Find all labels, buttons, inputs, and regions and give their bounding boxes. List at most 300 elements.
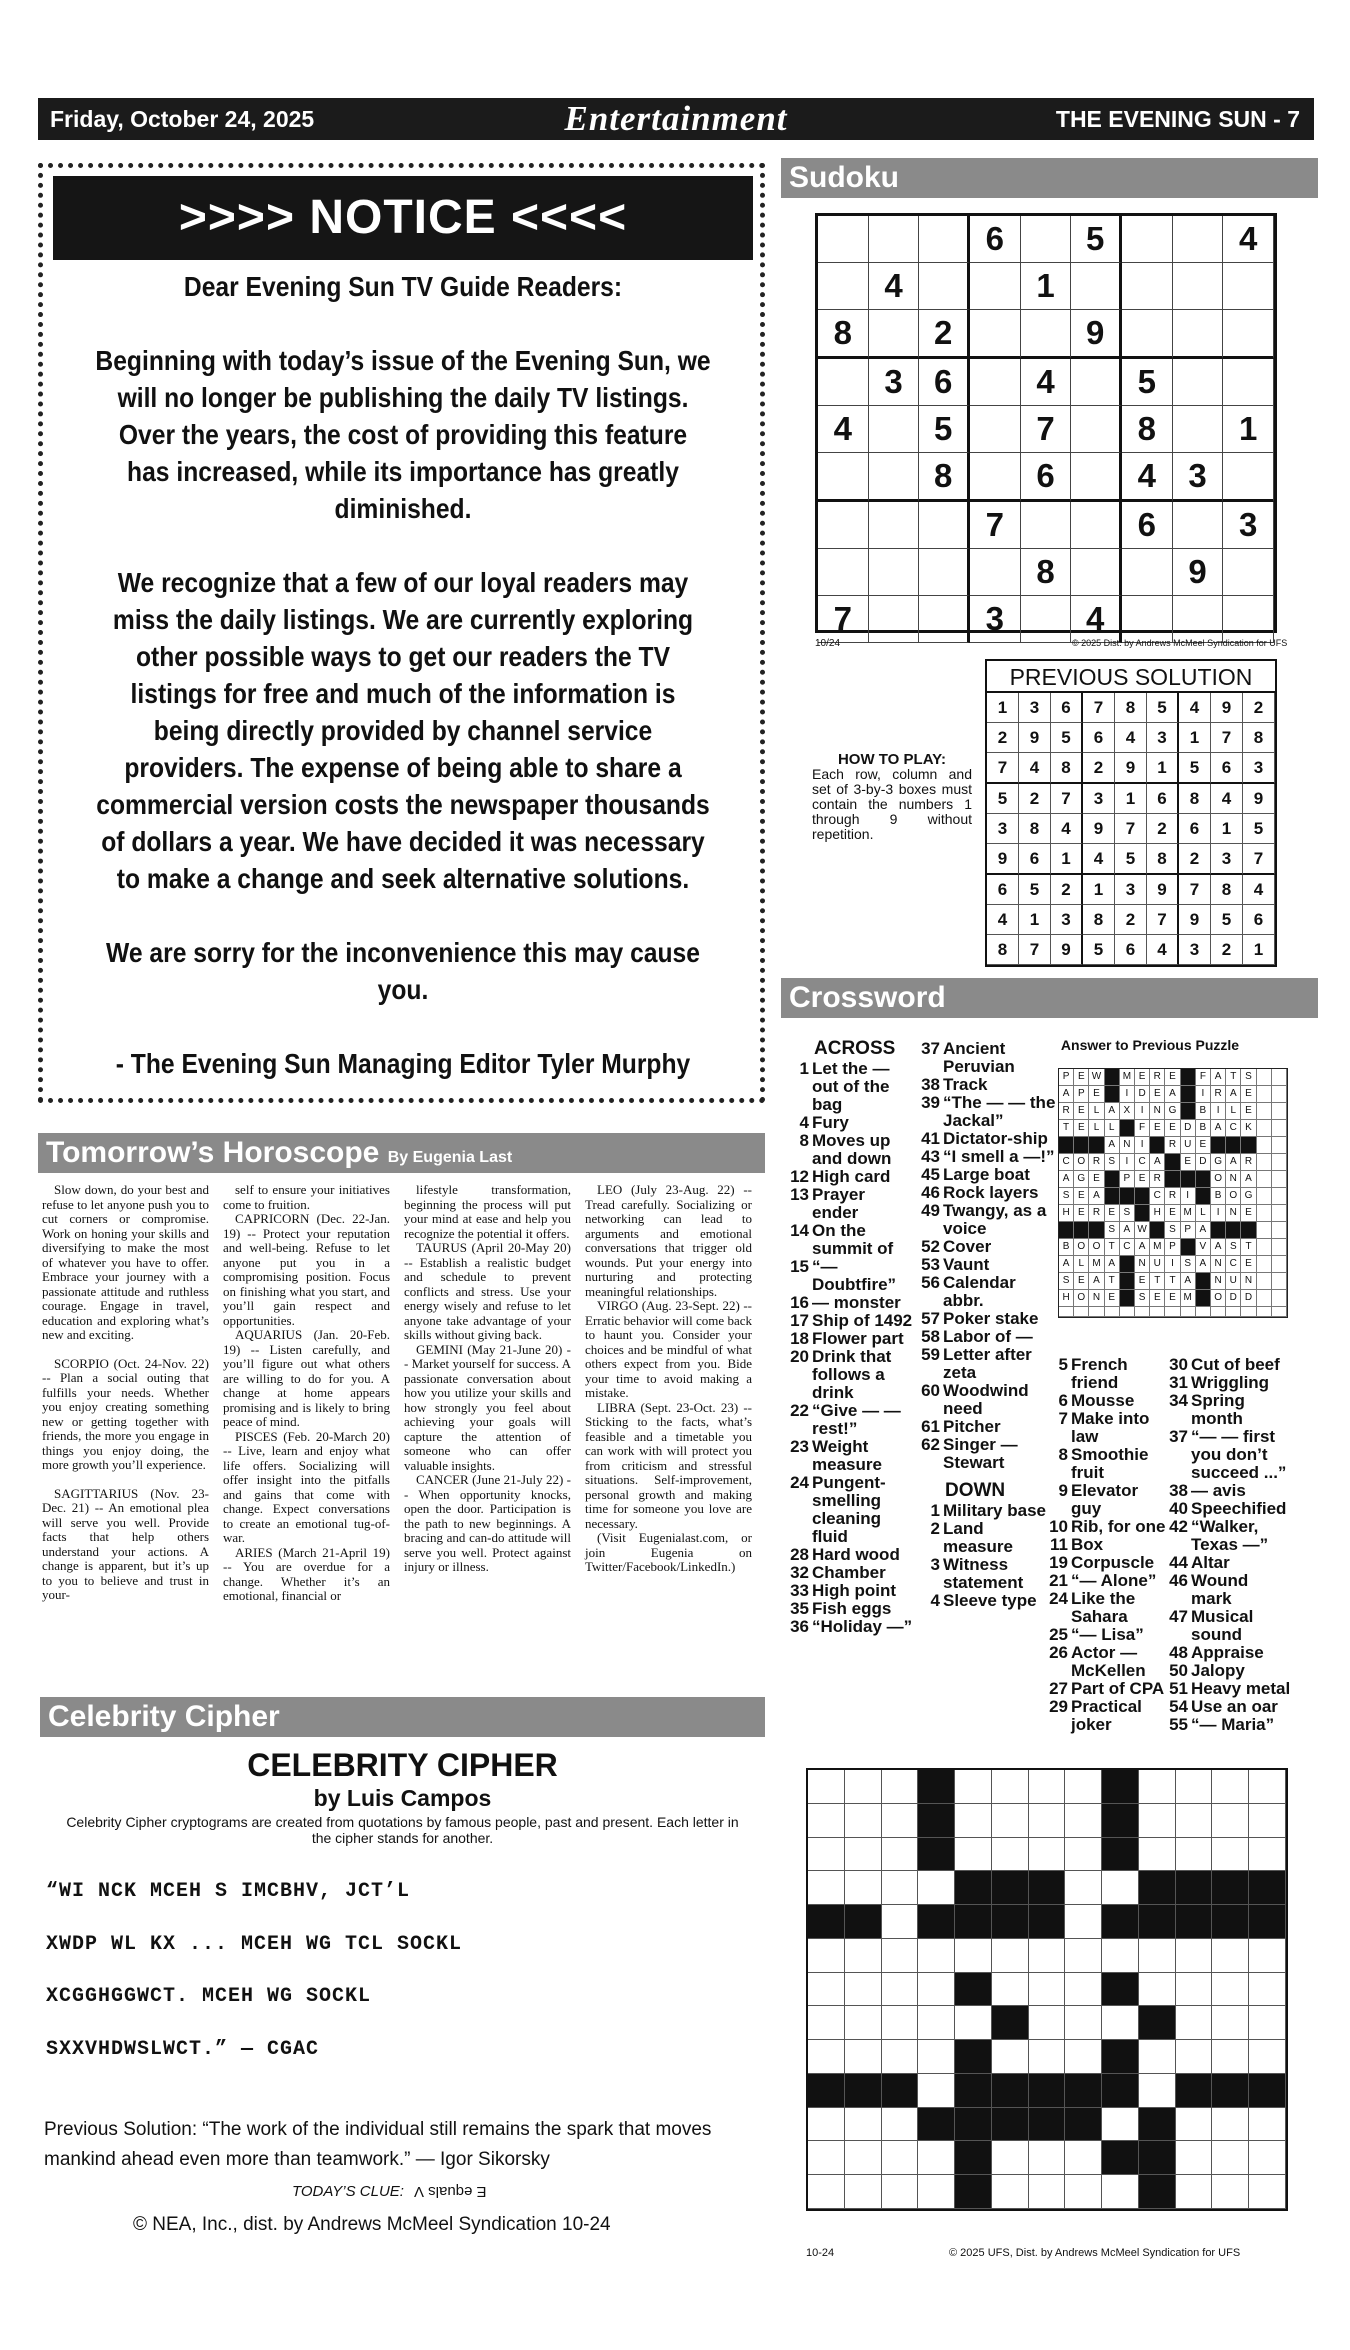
crossword-cell: [882, 1905, 919, 1939]
section-title: Entertainment: [564, 99, 788, 138]
crossword-cell: [992, 1838, 1029, 1872]
crossword-cell: [882, 2175, 919, 2209]
crossword-clue: [917, 1076, 1057, 1094]
crossword-cell: [992, 1973, 1029, 2007]
answer-cell: P: [1181, 1222, 1196, 1239]
crossword-cell: [1065, 1871, 1102, 1905]
answer-cell: A: [1181, 1273, 1196, 1290]
answer-cell: S: [1105, 1154, 1120, 1171]
previous-solution-cell: 4: [1115, 723, 1147, 753]
crossword-cell: [918, 1838, 955, 1872]
sudoku-cell: [1122, 263, 1173, 310]
clue-text: Let the — out of the bag: [812, 1059, 890, 1114]
crossword-cell: [882, 2006, 919, 2040]
clue-text: Altar: [1191, 1553, 1230, 1572]
answer-cell: P: [1074, 1086, 1089, 1103]
crossword-clue: [1165, 1608, 1293, 1644]
clue-number: 60: [921, 1381, 940, 1400]
answer-cell: S: [1135, 1290, 1150, 1307]
clue-text: Chamber: [812, 1563, 886, 1582]
crossword-cell: [1065, 1905, 1102, 1939]
sudoku-cell: [1122, 216, 1173, 263]
clue-text: Elevator guy: [1071, 1481, 1139, 1518]
answer-cell: W: [1135, 1222, 1150, 1239]
sudoku-cell: [1071, 263, 1122, 310]
answer-cell: D: [1181, 1120, 1196, 1137]
sudoku-cell: [919, 596, 970, 643]
answer-cell: R: [1150, 1069, 1165, 1086]
crossword-cell: [1139, 1905, 1176, 1939]
crossword-cell: [882, 2040, 919, 2074]
clue-number: 34: [1169, 1391, 1188, 1410]
crossword-cell: [1139, 1973, 1176, 2007]
answer-cell: [1059, 1307, 1074, 1317]
crossword-cell: [992, 1770, 1029, 1804]
cipher-byline: by Luis Campos: [313, 1785, 492, 1811]
crossword-cell: [955, 1770, 992, 1804]
sudoku-cell: 6: [970, 216, 1021, 263]
crossword-cell: [1065, 1973, 1102, 2007]
crossword-clue: [1165, 1356, 1293, 1374]
answer-cell: [1150, 1222, 1165, 1239]
crossword-cell: [882, 1770, 919, 1804]
horoscope-paragraph: SCORPIO (Oct. 24-Nov. 22) -- Plan a social outing that fulfills your needs. Whether you enjoy creating something new or getting together with friends, the more you engage in things you enjoy doing, the more growth you’ll experience.: [42, 1355, 209, 1472]
answer-cell: S: [1059, 1188, 1074, 1205]
crossword-cell: [882, 1939, 919, 1973]
crossword-clue: [917, 1328, 1057, 1346]
clue-text: Pitcher: [943, 1417, 1001, 1436]
answer-cell: [1059, 1222, 1074, 1239]
answer-cell: [1120, 1290, 1135, 1307]
crossword-cell: [955, 1973, 992, 2007]
crossword-clue: [917, 1166, 1057, 1184]
crossword-cell: [1139, 2141, 1176, 2175]
crossword-cell: [882, 1973, 919, 2007]
previous-solution-cell: 2: [1243, 693, 1275, 723]
answer-cell: M: [1181, 1205, 1196, 1222]
clue-number: 24: [1049, 1589, 1068, 1608]
notice-title: >>>> NOTICE <<<<: [53, 176, 753, 260]
clue-text: Singer — Stewart: [943, 1435, 1018, 1472]
clue-text: Poker stake: [943, 1309, 1039, 1328]
answer-cell: F: [1196, 1069, 1211, 1086]
answer-cell: [1135, 1188, 1150, 1205]
clue-number: 45: [921, 1165, 940, 1184]
cipher-clue-text: E equals V: [414, 2183, 487, 2200]
sudoku-cell: [869, 216, 920, 263]
clue-number: 37: [1169, 1427, 1188, 1446]
answer-cell: T: [1059, 1120, 1074, 1137]
clue-number: 31: [1169, 1373, 1188, 1392]
sudoku-cell: 3: [970, 596, 1021, 643]
sudoku-cell: [1122, 596, 1173, 643]
previous-solution-cell: 7: [1115, 814, 1147, 844]
crossword-cell: [808, 2141, 845, 2175]
crossword-clue: [786, 1258, 914, 1294]
previous-solution-cell: 5: [1083, 935, 1115, 965]
clue-text: Actor — McKellen: [1071, 1643, 1146, 1680]
answer-cell: [1074, 1222, 1089, 1239]
sudoku-cell: [1071, 502, 1122, 549]
crossword-clue: [786, 1294, 914, 1312]
answer-cell: A: [1105, 1256, 1120, 1273]
previous-solution-cell: 8: [1243, 723, 1275, 753]
crossword-cell: [1249, 2006, 1286, 2040]
clue-number: 13: [790, 1185, 809, 1204]
crossword-cell: [1176, 1770, 1213, 1804]
previous-solution-cell: 3: [1019, 693, 1051, 723]
crossword-clue: [786, 1222, 914, 1258]
crossword-clue: [1045, 1536, 1170, 1554]
answer-cell: [1257, 1188, 1272, 1205]
answer-cell: [1105, 1086, 1120, 1103]
crossword-cell: [1176, 1838, 1213, 1872]
sudoku-cell: [919, 549, 970, 596]
sudoku-cell: [818, 216, 869, 263]
crossword-cell: [882, 2074, 919, 2108]
clue-number: 8: [799, 1131, 809, 1150]
sudoku-cell: [970, 453, 1021, 502]
crossword-clue: [917, 1094, 1057, 1130]
sudoku-cell: [919, 502, 970, 549]
header-date: Friday, October 24, 2025: [50, 106, 315, 132]
previous-solution-cell: 7: [1051, 784, 1083, 814]
crossword-cell: [1029, 2040, 1066, 2074]
sudoku-cell: [1173, 406, 1224, 453]
crossword-cell: [992, 1871, 1029, 1905]
clue-text: Like the Sahara: [1071, 1589, 1136, 1626]
sudoku-cell: [818, 549, 869, 596]
crossword-cell: [955, 2141, 992, 2175]
crossword-clue: [786, 1564, 914, 1582]
sudoku-cell: [1071, 549, 1122, 596]
previous-solution-cell: 8: [987, 935, 1019, 965]
answer-cell: A: [1105, 1103, 1120, 1120]
crossword-cell: [1065, 2108, 1102, 2142]
clue-text: Fury: [812, 1113, 849, 1132]
answer-cell: D: [1241, 1290, 1256, 1307]
crossword-clue: [1165, 1716, 1293, 1734]
previous-solution-cell: 2: [1083, 753, 1115, 784]
answer-cell: [1211, 1137, 1226, 1154]
answer-cell: X: [1120, 1103, 1135, 1120]
answer-cell: T: [1226, 1069, 1241, 1086]
crossword-clue: [786, 1348, 914, 1402]
clue-number: 55: [1169, 1715, 1188, 1734]
clue-text: Ship of 1492: [812, 1311, 913, 1330]
crossword-cell: [1029, 2175, 1066, 2209]
previous-solution-cell: 3: [987, 814, 1019, 844]
sudoku-cell: [869, 406, 920, 453]
clue-number: 5: [1058, 1355, 1068, 1374]
answer-cell: E: [1135, 1171, 1150, 1188]
crossword-cell: [808, 1939, 845, 1973]
clue-text: Corpuscle: [1071, 1553, 1155, 1572]
clue-number: 46: [921, 1183, 940, 1202]
answer-cell: P: [1120, 1171, 1135, 1188]
previous-solution-cell: 1: [1211, 814, 1243, 844]
crossword-cell: [992, 2108, 1029, 2142]
clue-number: 42: [1169, 1517, 1188, 1536]
previous-solution-grid: [987, 693, 1275, 965]
crossword-cell: [1065, 2175, 1102, 2209]
crossword-clue: [1165, 1500, 1293, 1518]
clue-text: Box: [1071, 1535, 1104, 1554]
crossword-cell: [1065, 2141, 1102, 2175]
answer-cell: R: [1211, 1086, 1226, 1103]
previous-solution-cell: 6: [1019, 844, 1051, 875]
clue-number: 49: [921, 1201, 940, 1220]
crossword-clue: [786, 1438, 914, 1474]
clue-number: 3: [930, 1555, 940, 1574]
clue-text: Use an oar: [1191, 1697, 1278, 1716]
answer-cell: [1105, 1171, 1120, 1188]
answer-cell: [1272, 1307, 1287, 1317]
previous-solution-cell: 9: [1051, 935, 1083, 965]
answer-cell: [1135, 1205, 1150, 1222]
crossword-cell: [955, 2006, 992, 2040]
clue-text: Moves up and down: [812, 1131, 892, 1168]
clue-number: 40: [1169, 1499, 1188, 1518]
previous-solution-cell: 7: [1019, 935, 1051, 965]
answer-cell: G: [1211, 1154, 1226, 1171]
answer-cell: T: [1105, 1239, 1120, 1256]
crossword-clue: [786, 1600, 914, 1618]
answer-cell: O: [1089, 1239, 1104, 1256]
answer-cell: A: [1241, 1171, 1256, 1188]
answer-cell: O: [1074, 1154, 1089, 1171]
crossword-cell: [1212, 1838, 1249, 1872]
answer-cell: I: [1181, 1188, 1196, 1205]
crossword-cell: [1212, 1905, 1249, 1939]
answer-cell: U: [1181, 1137, 1196, 1154]
answer-cell: [1272, 1120, 1287, 1137]
answer-cell: G: [1165, 1103, 1180, 1120]
sudoku-cell: 9: [1071, 310, 1122, 359]
previous-solution-cell: 5: [1243, 814, 1275, 844]
answer-cell: [1150, 1137, 1165, 1154]
crossword-clue: [1165, 1680, 1293, 1698]
answer-cell: [1272, 1069, 1287, 1086]
crossword-clue: [917, 1274, 1057, 1310]
answer-cell: T: [1105, 1273, 1120, 1290]
answer-cell: E: [1074, 1069, 1089, 1086]
crossword-cell: [845, 2074, 882, 2108]
crossword-cell: [992, 2006, 1029, 2040]
answer-cell: L: [1074, 1256, 1089, 1273]
clue-text: Letter after zeta: [943, 1345, 1032, 1382]
crossword-clue: [1165, 1554, 1293, 1572]
crossword-clue: [786, 1330, 914, 1348]
previous-solution-cell: 8: [1019, 814, 1051, 844]
crossword-cell: [845, 1973, 882, 2007]
answer-cell: [1272, 1273, 1287, 1290]
sudoku-previous-solution: [985, 659, 1277, 967]
sudoku-cell: 1: [1223, 406, 1274, 453]
clue-number: 51: [1169, 1679, 1188, 1698]
sudoku-cell: [818, 263, 869, 310]
clue-number: 22: [790, 1401, 809, 1420]
clue-text: Hard wood: [812, 1545, 900, 1564]
cipher-line-2: XWDP WL KX ... MCEH WG TCL SOCKL: [46, 1933, 463, 1956]
answer-cell: B: [1059, 1239, 1074, 1256]
clue-text: High point: [812, 1581, 897, 1600]
answer-cell: A: [1150, 1154, 1165, 1171]
answer-cell: N: [1150, 1103, 1165, 1120]
crossword-cell: [845, 1905, 882, 1939]
previous-solution-cell: 3: [1115, 875, 1147, 905]
crossword-clue: [786, 1186, 914, 1222]
sudoku-cell: 1: [1021, 263, 1072, 310]
answer-cell: G: [1241, 1188, 1256, 1205]
answer-cell: I: [1135, 1137, 1150, 1154]
crossword-cell: [1065, 1804, 1102, 1838]
crossword-cell: [955, 2040, 992, 2074]
crossword-clue: [917, 1346, 1057, 1382]
clue-text: Fish eggs: [812, 1599, 892, 1618]
previous-crossword-answer-grid: [1058, 1068, 1288, 1318]
clue-number: 24: [790, 1473, 809, 1492]
crossword-cell: [1029, 1838, 1066, 1872]
previous-solution-cell: 9: [1115, 753, 1147, 784]
crossword-clue: [917, 1238, 1057, 1256]
previous-solution-cell: 3: [1051, 905, 1083, 935]
crossword-cell: [1029, 1973, 1066, 2007]
cipher-copyright: © NEA, Inc., dist. by Andrews McMeel Syndication 10-24: [133, 2214, 611, 2235]
crossword-cell: [1065, 2006, 1102, 2040]
crossword-cell: [992, 2074, 1029, 2108]
answer-cell: [1120, 1188, 1135, 1205]
crossword-cell: [918, 2040, 955, 2074]
sudoku-cell: [1173, 310, 1224, 359]
previous-solution-cell: 6: [1147, 784, 1179, 814]
previous-solution-cell: 5: [1211, 905, 1243, 935]
crossword-cell: [1102, 2141, 1139, 2175]
clue-number: 56: [921, 1273, 940, 1292]
crossword-clue: [1165, 1662, 1293, 1680]
answer-cell: [1150, 1307, 1165, 1317]
previous-solution-cell: 9: [987, 844, 1019, 875]
crossword-clue: [786, 1618, 914, 1636]
answer-cell: R: [1150, 1171, 1165, 1188]
clue-text: Rib, for one: [1071, 1517, 1166, 1536]
crossword-cell: [1139, 1871, 1176, 1905]
crossword-cell: [1176, 2141, 1213, 2175]
crossword-cell: [918, 1905, 955, 1939]
sudoku-cell: [869, 453, 920, 502]
crossword-cell: [918, 1871, 955, 1905]
sudoku-cell: 6: [919, 359, 970, 406]
previous-solution-cell: 6: [1179, 814, 1211, 844]
answer-cell: [1089, 1137, 1104, 1154]
answer-cell: E: [1241, 1256, 1256, 1273]
horoscope-paragraph: VIRGO (Aug. 23-Sept. 22) -- Erratic behavior will come back to haunt you. Consider your choices and be mindful of what others expect from you. Bide your time to avoid making a mistake.: [585, 1298, 752, 1400]
answer-cell: [1211, 1307, 1226, 1317]
horoscope-paragraph: Slow down, do your best and refuse to let anyone push you to cut corners or compromise. Work on honing your skills and diversifying to make the most of whatever you have to offer. Embrace your journey with a passionate attitude and ruthless courage. Engage in travel, education and exploring what’s new and exciting.: [42, 1182, 209, 1342]
previous-solution-cell: 2: [1051, 875, 1083, 905]
crossword-cell: [808, 2074, 845, 2108]
sudoku-cell: [1223, 359, 1274, 406]
previous-solution-cell: 7: [987, 753, 1019, 784]
sudoku-cell: [1223, 453, 1274, 502]
answer-cell: R: [1059, 1103, 1074, 1120]
answer-cell: N: [1226, 1205, 1241, 1222]
answer-cell: A: [1105, 1137, 1120, 1154]
answer-cell: A: [1196, 1256, 1211, 1273]
answer-cell: [1241, 1307, 1256, 1317]
crossword-cell: [882, 1871, 919, 1905]
crossword-clue: [917, 1130, 1057, 1148]
crossword-cell: [1139, 2006, 1176, 2040]
clue-number: 50: [1169, 1661, 1188, 1680]
clue-text: — monster: [812, 1293, 901, 1312]
cipher-previous-solution: Previous Solution: “The work of the individual still remains the spark that moves mankind ahead even more than teamwork.” — Igor Sikorsky: [44, 2119, 712, 2170]
clue-number: 15: [790, 1257, 809, 1276]
answer-cell: S: [1165, 1222, 1180, 1239]
previous-solution-cell: 5: [1051, 723, 1083, 753]
previous-solution-cell: 9: [1211, 693, 1243, 723]
answer-cell: B: [1196, 1103, 1211, 1120]
answer-cell: P: [1165, 1239, 1180, 1256]
clue-text: Twangy, as a voice: [943, 1201, 1047, 1238]
answer-cell: E: [1165, 1120, 1180, 1137]
across-heading: ACROSS: [814, 1038, 896, 1059]
crossword-clue: [1045, 1698, 1170, 1734]
previous-solution-cell: 4: [1243, 875, 1275, 905]
crossword-cell: [1029, 2074, 1066, 2108]
notice-greeting: Dear Evening Sun TV Guide Readers:: [183, 271, 623, 302]
answer-cell: S: [1059, 1273, 1074, 1290]
previous-solution-cell: 6: [1083, 723, 1115, 753]
crossword-clue: [917, 1148, 1057, 1166]
crossword-clue: [917, 1382, 1057, 1418]
clue-text: Heavy metal: [1191, 1679, 1291, 1698]
previous-solution-cell: 8: [1211, 875, 1243, 905]
previous-solution-cell: 7: [1243, 844, 1275, 875]
clue-number: 18: [790, 1329, 809, 1348]
clue-text: Drink that follows a drink: [812, 1347, 892, 1402]
sudoku-cell: [1173, 502, 1224, 549]
sudoku-grid: [815, 213, 1277, 637]
answer-cell: [1226, 1222, 1241, 1239]
crossword-clue: [917, 1556, 1057, 1592]
sudoku-cell: 8: [1021, 549, 1072, 596]
crossword-cell: [1249, 1804, 1286, 1838]
clue-text: Make into law: [1071, 1409, 1150, 1446]
answer-cell: E: [1181, 1154, 1196, 1171]
crossword-clue: [917, 1502, 1057, 1520]
crossword-clue: [786, 1060, 914, 1114]
crossword-cell: [1176, 1939, 1213, 1973]
clue-text: Military base: [943, 1501, 1046, 1520]
clue-text: Land measure: [943, 1519, 1013, 1556]
answer-cell: E: [1089, 1086, 1104, 1103]
crossword-cell: [1139, 2108, 1176, 2142]
notice-paragraph-2: We recognize that a few of our loyal readers may miss the daily listings. We are currently exploring other possible ways to get our readers the TV listings for free and much of the information is being directly provided by channel service providers. The expense of being able to share a commercial version costs the newspaper thousands of dollars a year. We have decided it was necessary to make a change and seek alternative solutions.: [96, 567, 710, 894]
answer-cell: [1272, 1154, 1287, 1171]
answer-cell: [1196, 1290, 1211, 1307]
answer-cell: E: [1150, 1120, 1165, 1137]
crossword-cell: [1212, 1804, 1249, 1838]
clue-text: Prayer ender: [812, 1185, 865, 1222]
previous-solution-cell: 6: [1243, 905, 1275, 935]
cipher-description: Celebrity Cipher cryptograms are created from quotations by famous people, past and present. Each letter in the cipher stands for another.: [66, 1814, 739, 1846]
answer-cell: [1120, 1307, 1135, 1317]
answer-cell: E: [1074, 1273, 1089, 1290]
sudoku-cell: [818, 502, 869, 549]
answer-cell: L: [1196, 1205, 1211, 1222]
crossword-cell: [1212, 2141, 1249, 2175]
